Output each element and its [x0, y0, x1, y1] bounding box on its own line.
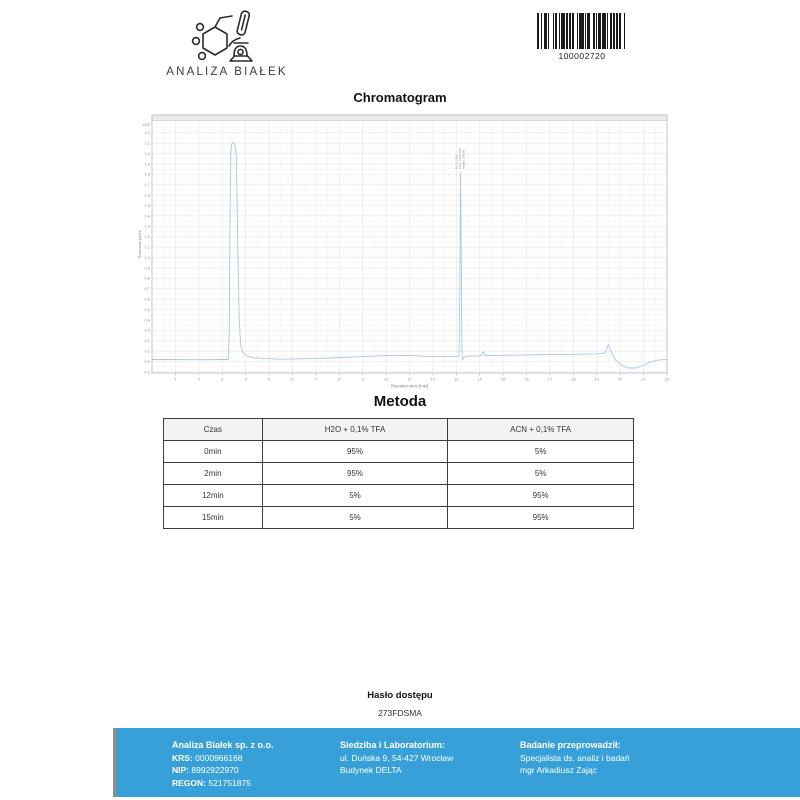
method-table-cell: 5%	[448, 463, 634, 485]
access-password-block	[0, 690, 800, 718]
method-table-cell: 5%	[262, 485, 448, 507]
chromatogram-chart	[138, 110, 678, 394]
svg-text:2.1: 2.1	[144, 140, 150, 146]
company-regon: REGON: 521751875	[172, 777, 251, 788]
password-label: Hasło dostępu	[367, 690, 433, 701]
svg-text:0.5: 0.5	[144, 306, 150, 312]
barcode-space	[625, 13, 627, 49]
svg-text:0.9: 0.9	[144, 265, 150, 271]
svg-text:2.2: 2.2	[144, 130, 150, 136]
method-table-header-cell: ACN + 0,1% TFA	[448, 419, 634, 441]
method-table-cell: 5%	[262, 507, 448, 529]
svg-text:0.4: 0.4	[144, 317, 150, 323]
method-table-row	[164, 485, 634, 507]
svg-text:1.1: 1.1	[144, 244, 150, 250]
svg-text:1.3: 1.3	[144, 223, 150, 229]
footer-company-info	[172, 739, 274, 789]
footer-examiner	[520, 739, 630, 777]
footer-address	[340, 739, 453, 777]
svg-text:15: 15	[500, 376, 506, 382]
svg-text:Retention time [min]: Retention time [min]	[390, 383, 429, 389]
examiner-line1: Specjalista ds. analiz i badań	[520, 752, 630, 763]
method-table-row	[164, 507, 634, 529]
method-table-cell: 95%	[262, 463, 448, 485]
examiner-line2: mgr Arkadiusz Zając	[520, 765, 597, 775]
svg-text:0.7: 0.7	[144, 286, 150, 292]
svg-text:x105: $x10^5$	[142, 122, 151, 127]
svg-text:22: 22	[664, 376, 670, 382]
svg-text:14: 14	[477, 376, 482, 382]
svg-text:2: 2	[197, 376, 200, 382]
method-table-header-row	[164, 419, 634, 441]
method-table-cell: 2min	[164, 463, 263, 485]
method-table-cell: 95%	[448, 485, 634, 507]
svg-text:0.3: 0.3	[144, 327, 150, 333]
molecule-microscope-icon	[188, 6, 266, 64]
svg-text:1.5: 1.5	[144, 202, 150, 208]
svg-text:6: 6	[291, 376, 294, 382]
password-value: 273FDSMA	[378, 708, 422, 718]
company-name: Analiza Białek sp. z o.o.	[172, 740, 274, 750]
svg-text:1.4: 1.4	[144, 213, 150, 219]
svg-text:12: 12	[430, 376, 436, 382]
svg-text:1.0: 1.0	[144, 254, 150, 260]
svg-text:21: 21	[641, 376, 646, 382]
method-table-cell: 12min	[164, 485, 263, 507]
footer-left-edge	[113, 728, 117, 797]
svg-text:0.8: 0.8	[144, 275, 150, 281]
svg-text:20: 20	[617, 376, 623, 382]
svg-text:11: 11	[407, 376, 412, 382]
svg-text:0.0: 0.0	[144, 358, 150, 364]
method-table-head	[164, 419, 634, 441]
svg-text:18: 18	[571, 376, 576, 382]
svg-text:7: 7	[314, 376, 317, 382]
svg-text:17: 17	[547, 376, 553, 382]
svg-text:1.2: 1.2	[144, 234, 150, 240]
brand-name: ANALIZA BIAŁEK	[166, 66, 288, 78]
svg-text:Area: 1945.148: Area: 1945.148	[457, 148, 462, 170]
footer	[113, 728, 800, 797]
svg-text:13: 13	[454, 376, 459, 382]
svg-text:RT: 13.283: RT: 13.283	[454, 154, 459, 170]
barcode	[537, 13, 627, 61]
method-table-body	[164, 441, 634, 529]
method-table-cell: 95%	[262, 441, 448, 463]
address-title: Siedziba i Laboratorium:	[340, 740, 446, 750]
svg-text:1.8: 1.8	[144, 171, 150, 177]
method-table-row	[164, 441, 634, 463]
method-table-cell: 95%	[448, 507, 634, 529]
svg-text:3: 3	[221, 376, 224, 382]
chromatogram-svg	[138, 110, 678, 394]
svg-text:1.6: 1.6	[144, 192, 150, 198]
svg-text:1: 1	[174, 376, 177, 382]
company-logo	[147, 6, 307, 78]
address-line2: Budynek DELTA	[340, 765, 402, 775]
svg-text:Response [mAU]: Response [mAU]	[138, 229, 142, 259]
svg-text:0.1: 0.1	[144, 348, 150, 354]
examiner-title: Badanie przeprowadził:	[520, 740, 621, 750]
svg-text:4: 4	[244, 376, 247, 382]
svg-text:5: 5	[267, 376, 271, 382]
svg-text:0.6: 0.6	[144, 296, 150, 302]
svg-text:16: 16	[524, 376, 529, 382]
svg-text:19: 19	[594, 376, 599, 382]
svg-text:1.9: 1.9	[144, 161, 150, 167]
svg-text:1.7: 1.7	[144, 182, 150, 188]
method-table-header-cell: Czas	[164, 419, 263, 441]
company-krs: KRS: 0000966168	[172, 752, 243, 763]
svg-text:10: 10	[383, 376, 389, 382]
company-nip: NIP: 8992922970	[172, 765, 239, 775]
address-line1: ul. Duńska 9, 54-427 Wrocław	[340, 752, 454, 763]
svg-text:8: 8	[338, 376, 341, 382]
method-table-cell: 15min	[164, 507, 263, 529]
method-table-cell: 0min	[164, 441, 263, 463]
svg-text:-0.1: -0.1	[143, 369, 150, 375]
method-table-row	[164, 463, 634, 485]
svg-text:2.0: 2.0	[144, 150, 150, 156]
method-table-header-cell: H2O + 0,1% TFA	[262, 419, 448, 441]
method-table-cell: 5%	[448, 441, 634, 463]
svg-text:Height: 188.00: Height: 188.00	[461, 149, 466, 170]
svg-text:9: 9	[361, 376, 364, 382]
barcode-number: 100002720	[558, 51, 606, 61]
svg-text:0.2: 0.2	[144, 338, 150, 344]
barcode-bars	[537, 13, 627, 49]
chromatogram-title: Chromatogram	[353, 90, 447, 105]
method-title: Metoda	[373, 393, 427, 410]
method-table	[163, 418, 634, 529]
